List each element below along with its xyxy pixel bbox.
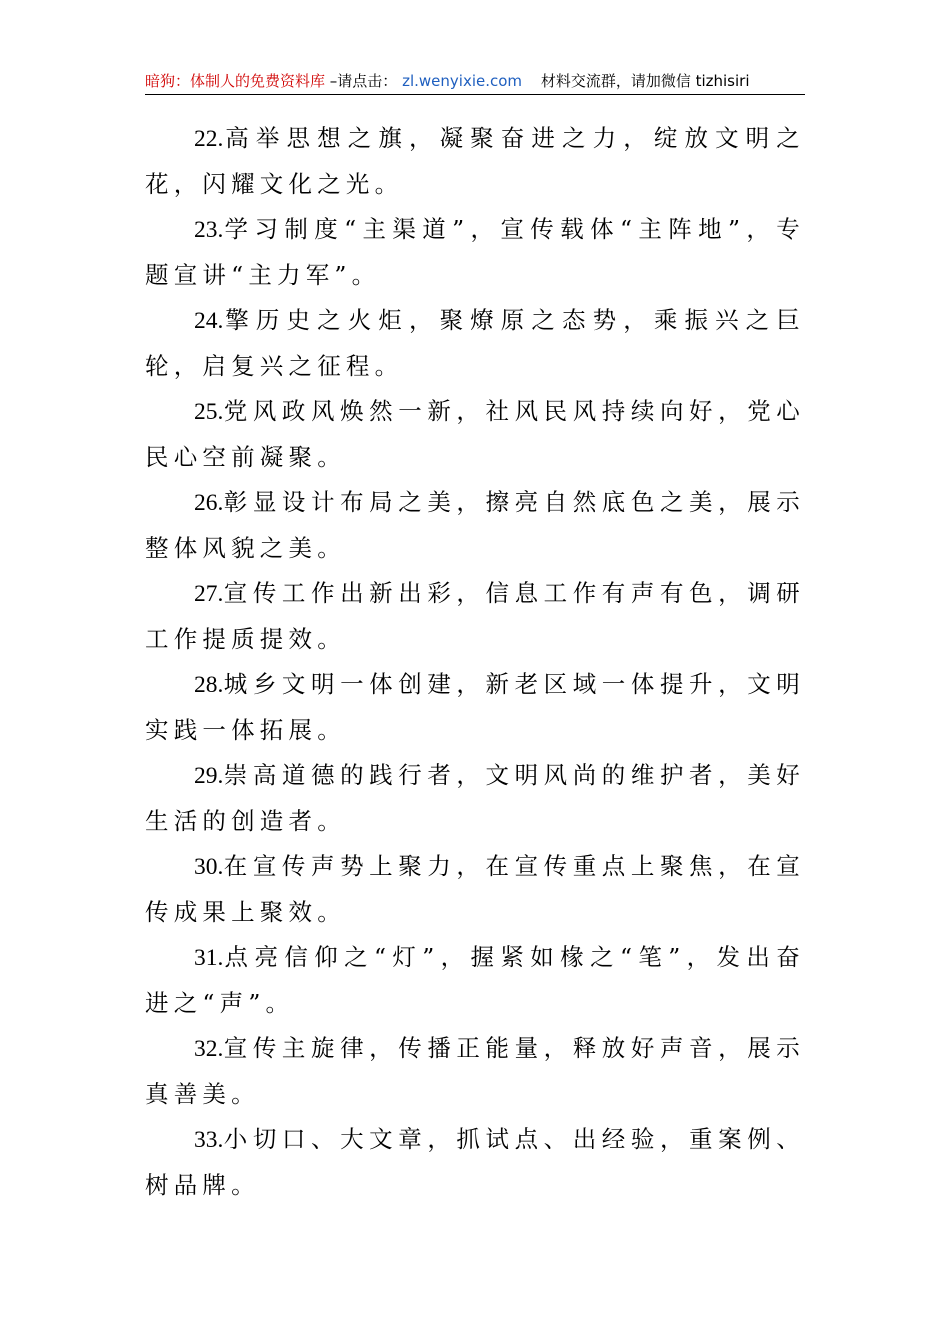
item-number: 25.	[194, 399, 224, 425]
header-click-prompt: –请点击：	[329, 72, 398, 90]
list-item	[145, 662, 805, 753]
list-item	[145, 571, 805, 662]
header-site-name: 暗狗：体制人的免费资料库	[145, 72, 326, 90]
item-text: 擎历史之火炬，聚燎原之态势，乘振兴之巨轮，启复兴之征程。	[145, 306, 805, 380]
item-number: 33.	[194, 1127, 224, 1153]
item-text: 宣传主旋律，传播正能量，释放好声音，展示真善美。	[145, 1034, 805, 1108]
document-body	[145, 116, 805, 1208]
item-number: 24.	[194, 308, 224, 334]
list-item	[145, 1117, 805, 1208]
list-item	[145, 207, 805, 298]
item-text: 小切口、大文章，抓试点、出经验，重案例、树品牌。	[145, 1125, 805, 1199]
item-number: 29.	[194, 763, 224, 789]
list-item	[145, 844, 805, 935]
header-url-link[interactable]: zl.wenyixie.com	[402, 72, 523, 90]
list-item	[145, 935, 805, 1026]
list-item	[145, 116, 805, 207]
item-number: 27.	[194, 581, 224, 607]
item-text: 点亮信仰之“灯”，握紧如椽之“笔”，发出奋进之“声”。	[145, 943, 805, 1017]
item-number: 31.	[194, 945, 224, 971]
list-item	[145, 753, 805, 844]
item-number: 28.	[194, 672, 224, 698]
list-item	[145, 480, 805, 571]
list-item	[145, 1026, 805, 1117]
item-text: 城乡文明一体创建，新老区域一体提升，文明实践一体拓展。	[145, 670, 805, 744]
item-text: 宣传工作出新出彩，信息工作有声有色，调研工作提质提效。	[145, 579, 805, 653]
item-number: 26.	[194, 490, 224, 516]
item-number: 22.	[194, 126, 224, 152]
item-number: 32.	[194, 1036, 224, 1062]
header-group-text: 材料交流群，请加微信 tizhisiri	[540, 72, 750, 90]
list-item	[145, 389, 805, 480]
item-text: 高举思想之旗，凝聚奋进之力，绽放文明之花，闪耀文化之光。	[145, 124, 805, 198]
item-number: 30.	[194, 854, 224, 880]
item-text: 学习制度“主渠道”，宣传载体“主阵地”，专题宣讲“主力军”。	[145, 215, 805, 289]
item-number: 23.	[194, 217, 224, 243]
item-text: 党风政风焕然一新，社风民风持续向好，党心民心空前凝聚。	[145, 397, 805, 471]
item-text: 崇高道德的践行者，文明风尚的维护者，美好生活的创造者。	[145, 761, 805, 835]
item-text: 彰显设计布局之美，擦亮自然底色之美，展示整体风貌之美。	[145, 488, 805, 562]
list-item	[145, 298, 805, 389]
page-header	[145, 68, 805, 95]
item-text: 在宣传声势上聚力，在宣传重点上聚焦，在宣传成果上聚效。	[145, 852, 805, 926]
